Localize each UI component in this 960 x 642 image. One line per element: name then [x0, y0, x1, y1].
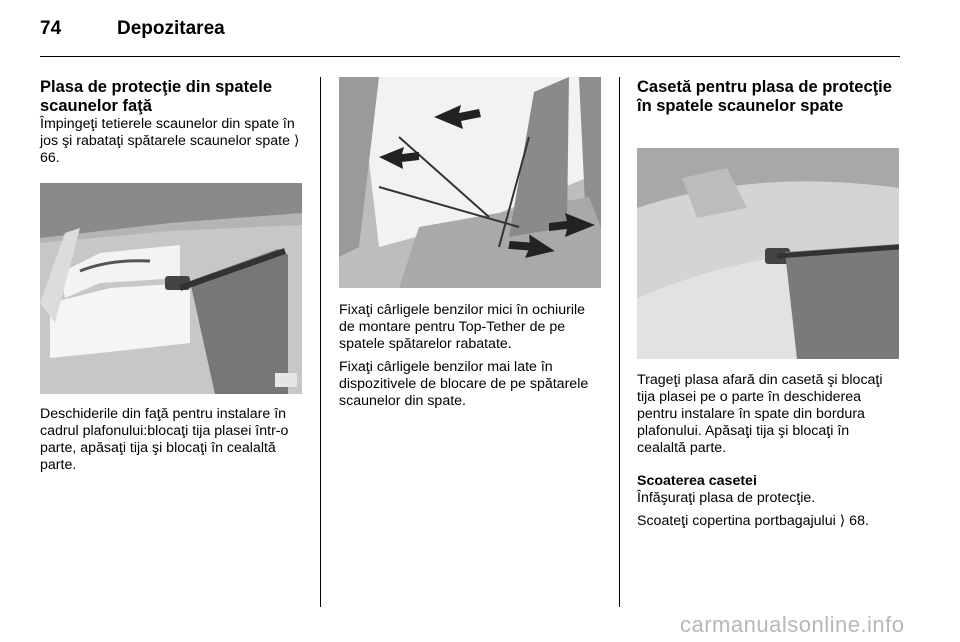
column-1: [40, 78, 302, 167]
column-divider-2: [619, 77, 620, 607]
figure-caption: Deschiderile din faţă pentru instalare în cadrul plafonului:blocaţi tija plasei într-o parte, apăsaţi tija şi blocaţi în cealaltă parte.: [40, 406, 289, 473]
column-3: [637, 78, 899, 116]
figure-cassette-mount: [637, 148, 899, 359]
column-3-text: [637, 372, 899, 530]
page-number: 74: [40, 18, 62, 39]
column-2-text: [339, 302, 601, 410]
intro-text: Împingeţi tetierele scaunelor din spate în jos şi rabataţi spătarele scaunelor spate ⟩ 66.: [40, 116, 300, 166]
paragraph-small-hooks: Fixaţi cârligele benzilor mici în ochiurile de montare pentru Top-Tether de pe spatele spătarelor rabatate.: [339, 302, 586, 352]
paragraph-wind-net: Înfăşuraţi plasa de protecţie.: [637, 490, 816, 506]
subheading-remove-cassette: Scoaterea casetei: [637, 473, 757, 489]
watermark: carmanualsonline.info: [680, 612, 905, 637]
paragraph-wide-hooks: Fixaţi cârligele benzilor mai late în dispozitivele de blocare de pe spătarele scaunelor din spate.: [339, 359, 589, 409]
paragraph-remove-cover: Scoateţi copertina portbagajului ⟩ 68.: [637, 513, 869, 529]
column-1-caption-block: [40, 406, 302, 474]
paragraph-pull-net: Trageţi plasa afară din casetă şi blocaţi tija plasei pe o parte în deschiderea pentru instalare în spate din bordura plafonului. Apăsaţi tija şi blocaţi în cealaltă parte.: [637, 372, 883, 456]
column-divider-1: [320, 77, 321, 607]
section-heading-rear-cassette: Casetă pentru plasa de protecţie în spatele scaunelor spate: [637, 78, 892, 115]
header-rule: [40, 56, 900, 57]
page-title: Depozitarea: [117, 18, 225, 39]
figure-roof-mount: [40, 183, 302, 394]
section-heading-front-net: Plasa de protecţie din spatele scaunelor faţă: [40, 78, 272, 115]
figure-tether-hooks: [339, 77, 601, 288]
